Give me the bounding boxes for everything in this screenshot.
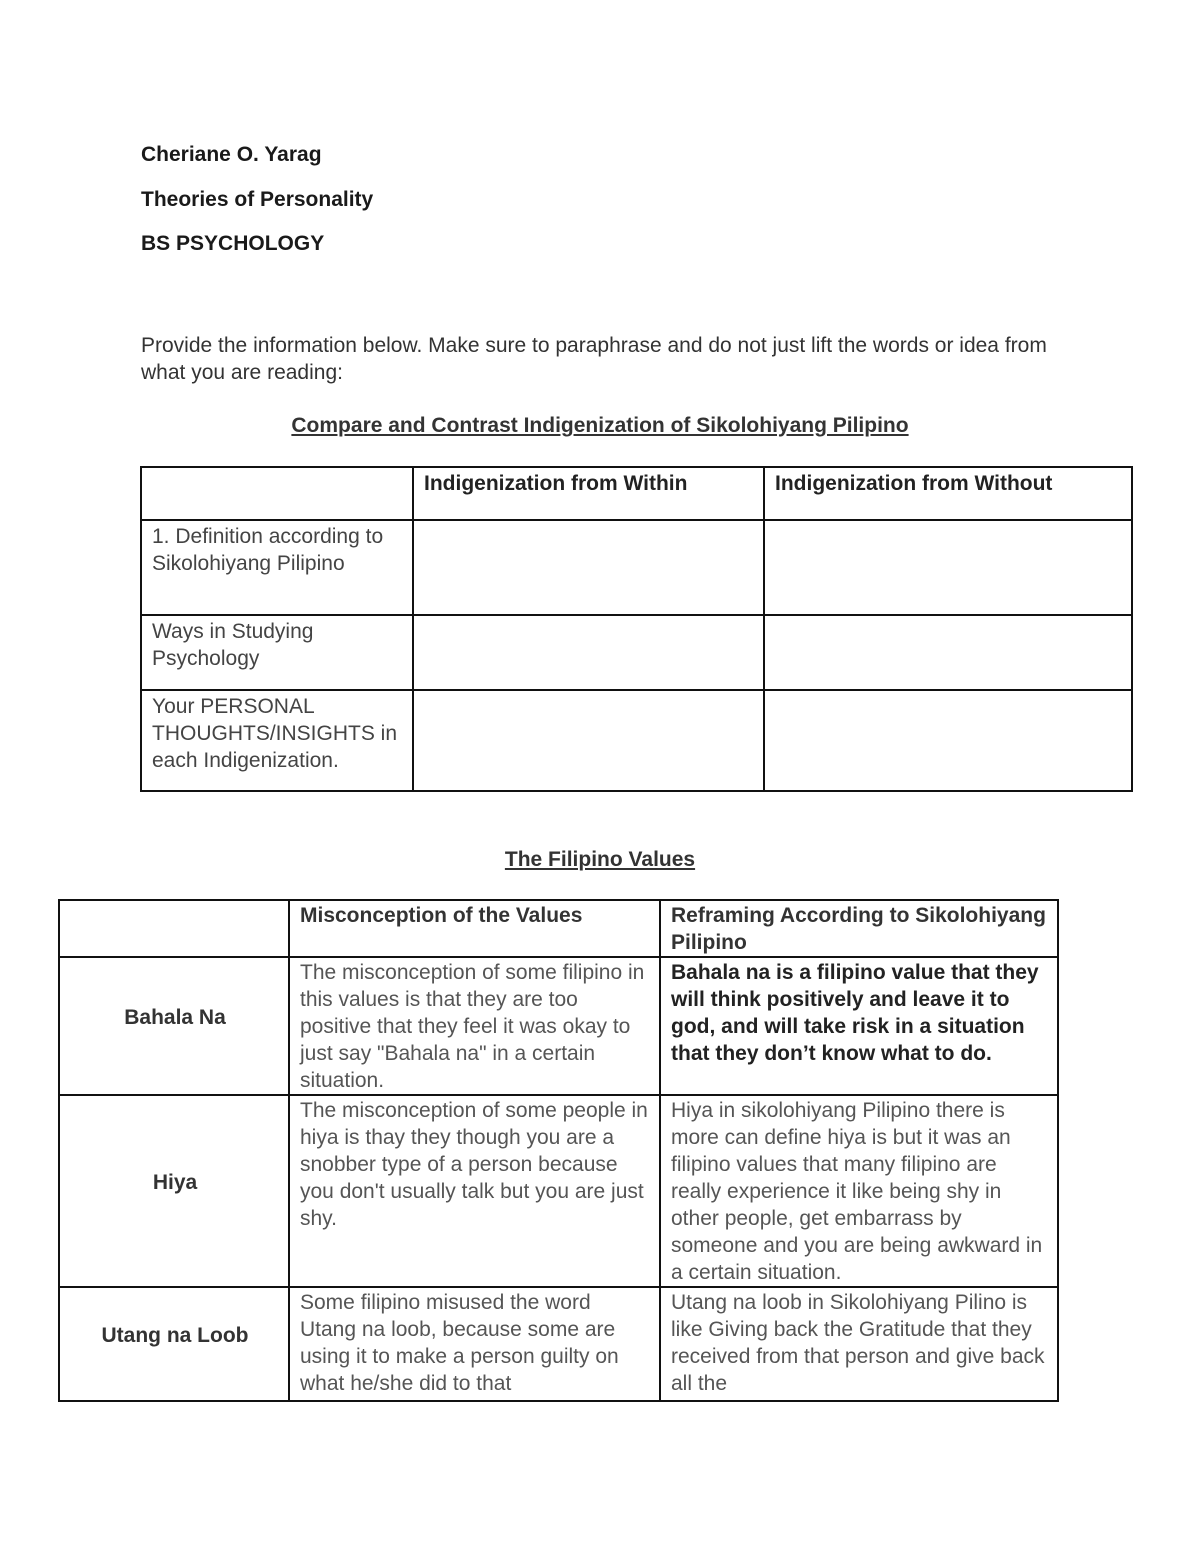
header-without: Indigenization from Without <box>764 467 1132 520</box>
cell-definition-without[interactable] <box>764 520 1132 615</box>
row-label-ways: Ways in Studying Psychology <box>141 615 413 690</box>
cell-ways-within[interactable] <box>413 615 764 690</box>
header-within: Indigenization from Within <box>413 467 764 520</box>
cell-definition-within[interactable] <box>413 520 764 615</box>
student-name: Cheriane O. Yarag <box>141 143 322 166</box>
misconception-bahala-na: The misconception of some filipino in this values is that they are too positive that they feel it was okay to just say "Bahala na" in a certain situation. <box>289 957 660 1095</box>
cell-insights-within[interactable] <box>413 690 764 791</box>
value-utang-na-loob: Utang na Loob <box>59 1287 289 1401</box>
header-reframing: Reframing According to Sikolohiyang Pilipino <box>660 900 1058 957</box>
cell-insights-without[interactable] <box>764 690 1132 791</box>
row-label-definition: 1. Definition according to Sikolohiyang Pilipino <box>141 520 413 615</box>
program-name: BS PSYCHOLOGY <box>141 232 325 255</box>
value-bahala-na: Bahala Na <box>59 957 289 1095</box>
compare-table-title: Compare and Contrast Indigenization of Sikolohiyang Pilipino <box>291 414 909 437</box>
compare-header-empty <box>141 467 413 520</box>
header-misconception: Misconception of the Values <box>289 900 660 957</box>
value-hiya: Hiya <box>59 1095 289 1287</box>
course-title: Theories of Personality <box>141 188 374 211</box>
misconception-hiya: The misconception of some people in hiya is thay they though you are a snobber type of a person because you don't usually talk but you are just shy. <box>289 1095 660 1287</box>
reframing-bahala-na: Bahala na is a filipino value that they will think positively and leave it to god, and will take risk in a situation that they don’t know what to do. <box>660 957 1058 1095</box>
reframing-utang-na-loob: Utang na loob in Sikolohiyang Pilino is like Giving back the Gratitude that they received from that person and give back all the <box>660 1287 1058 1401</box>
reframing-hiya: Hiya in sikolohiyang Pilipino there is more can define hiya is but it was an filipino values that many filipino are really experience it like being shy in other people, get embarrass by someone and you are being awkward in a certain situation. <box>660 1095 1058 1287</box>
compare-table <box>140 466 1133 792</box>
instructions: Provide the information below. Make sure to paraphrase and do not just lift the words or idea from what you are reading: <box>141 334 1047 384</box>
values-table <box>58 899 1059 1402</box>
row-label-insights: Your PERSONAL THOUGHTS/INSIGHTS in each Indigenization. <box>141 690 413 791</box>
values-header-empty <box>59 900 289 957</box>
cell-ways-without[interactable] <box>764 615 1132 690</box>
misconception-utang-na-loob: Some filipino misused the word Utang na loob, because some are using it to make a person guilty on what he/she did to that <box>289 1287 660 1401</box>
values-table-title: The Filipino Values <box>504 848 696 871</box>
